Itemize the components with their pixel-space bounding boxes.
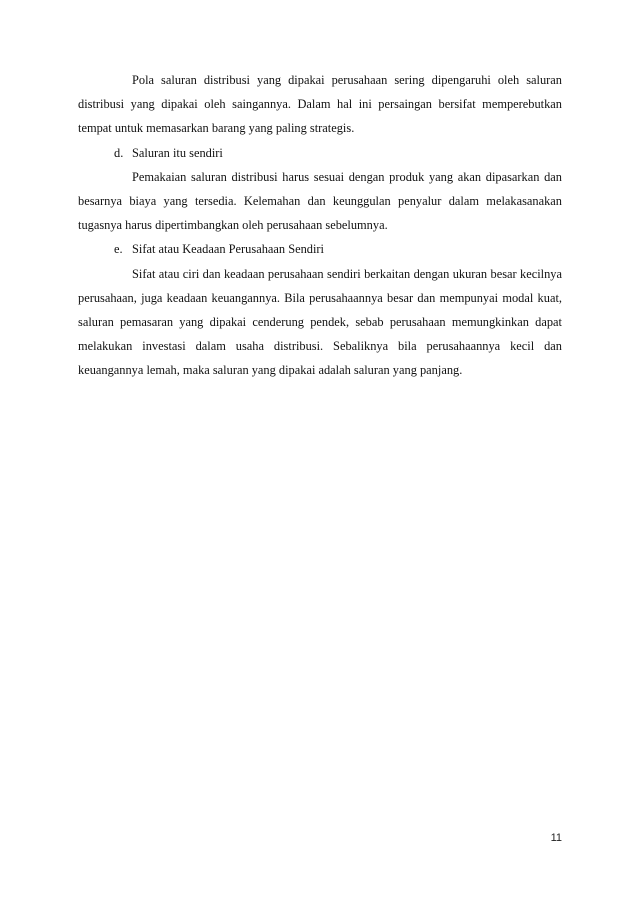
subheading-e: [78, 237, 562, 261]
paragraph-section-d: Pemakaian saluran distribusi harus sesuai dengan produk yang akan dipasarkan dan besarnya biaya yang tersedia. Kelemahan dan keunggulan penyalur dalam melakasanakan tugasnya harus dipertimbangkan oleh perusahaan sebelumnya.: [78, 169, 562, 233]
subheading-e-title: Sifat atau Keadaan Perusahaan Sendiri: [132, 242, 324, 257]
paragraph-distribution-pattern: Pola saluran distribusi yang dipakai perusahaan sering dipengaruhi oleh saluran distribusi yang dipakai oleh saingannya. Dalam hal ini persaingan bersifat memperebutkan tempat untuk memasarkan barang yang paling strategis.: [78, 73, 562, 136]
list-marker-e: e.: [114, 242, 123, 257]
subheading-d-title: Saluran itu sendiri: [132, 145, 223, 160]
list-marker-d: d.: [114, 145, 124, 160]
body-text: [78, 68, 562, 383]
paragraph-section-e: Sifat atau ciri dan keadaan perusahaan sendiri berkaitan dengan ukuran besar kecilnya perusahaan, juga keadaan keuangannya. Bila perusahaannya besar dan mempunyai modal kuat, saluran pemasaran yang dipakai cenderung pendek, sebab perusahaan memungkinkan dapat melakukan investasi dalam usaha distribusi. Sebaliknya bila perusahaannya kecil dan keuangannya lemah, maka saluran yang dipakai adalah saluran yang panjang.: [78, 266, 562, 378]
subheading-d: [78, 141, 562, 165]
page-number: 11: [550, 832, 562, 844]
